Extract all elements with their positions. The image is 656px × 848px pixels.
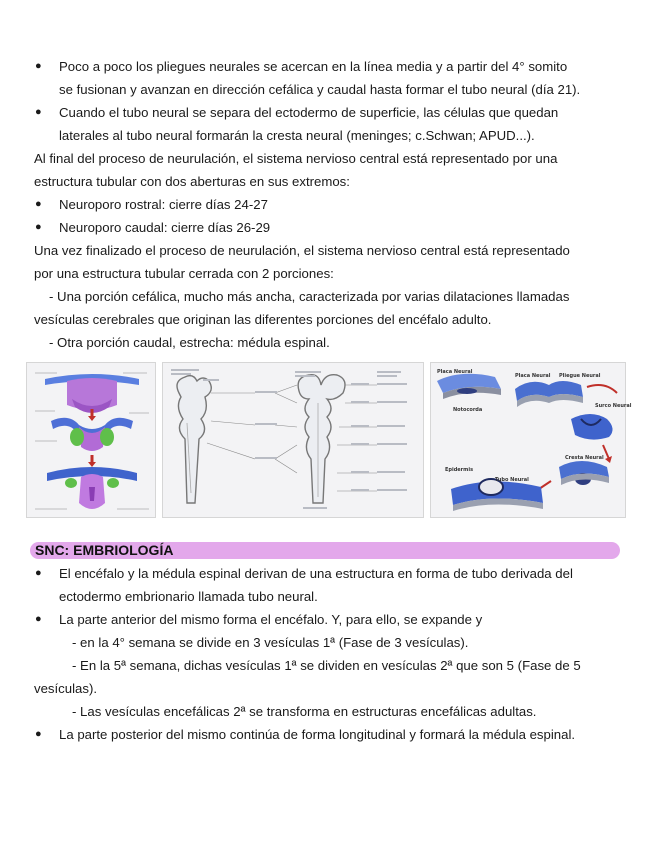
neural-folding-figure xyxy=(430,362,632,518)
section-heading: SNC: EMBRIOLOGÍA xyxy=(35,542,174,558)
label-placa-neural-1: Placa Neural xyxy=(437,369,473,375)
bullet-icon: ● xyxy=(35,567,42,579)
section-heading-bar xyxy=(30,542,620,559)
text-line: vesículas cerebrales que originan las diferentes porciones del encéfalo adulto. xyxy=(34,312,492,327)
list-item xyxy=(34,608,624,631)
text-line: - En la 5ª semana, dichas vesículas 1ª se dividen en vesículas 2ª que son 5 (Fase de 5 xyxy=(72,658,581,673)
label-cresta-neural: Cresta Neural xyxy=(565,455,604,461)
text-line: - Las vesículas encefálicas 2ª se transforma en estructuras encefálicas adultas. xyxy=(72,704,537,719)
text-line: ectodermo embrionario llamada tubo neural. xyxy=(59,589,318,604)
paragraph xyxy=(34,239,624,285)
list-item xyxy=(34,723,624,746)
list-item xyxy=(34,101,624,147)
label-notocorda: Notocorda xyxy=(453,407,483,413)
list-item xyxy=(34,562,624,608)
figures-row xyxy=(26,362,632,520)
section-text xyxy=(34,562,624,746)
neural-tube-formation-figure xyxy=(26,362,156,518)
paragraph xyxy=(34,147,624,193)
text-line: - Otra porción caudal, estrecha: médula espinal. xyxy=(49,335,330,350)
bullet-icon: ● xyxy=(35,198,42,210)
list-item xyxy=(34,55,624,101)
list-item xyxy=(34,216,624,239)
text-line: vesículas). xyxy=(34,681,98,696)
text-line: estructura tubular con dos aberturas en sus extremos: xyxy=(34,174,350,189)
text-line: Al final del proceso de neurulación, el sistema nervioso central está representado por una xyxy=(34,151,558,166)
text-line: Neuroporo caudal: cierre días 26-29 xyxy=(59,220,271,235)
text-line: Neuroporo rostral: cierre días 24-27 xyxy=(59,197,268,212)
label-pliegue-neural: Pliegue Neural xyxy=(559,373,601,379)
list-item xyxy=(34,193,624,216)
intro-text xyxy=(34,55,624,354)
label-epidermis: Epidermis xyxy=(445,467,474,473)
text-line: se fusionan y avanzan en dirección cefálica y caudal hasta formar el tubo neural (día 21). xyxy=(59,82,581,97)
label-tubo-neural: Tubo Neural xyxy=(495,477,529,483)
bullet-icon: ● xyxy=(35,60,42,72)
bullet-icon: ● xyxy=(35,106,42,118)
bullet-icon: ● xyxy=(35,221,42,233)
bullet-icon: ● xyxy=(35,728,42,740)
text-line: La parte posterior del mismo continúa de forma longitudinal y formará la médula espinal. xyxy=(59,727,576,742)
text-line: - en la 4° semana se divide en 3 vesículas 1ª (Fase de 3 vesículas). xyxy=(72,635,469,650)
bullet-icon: ● xyxy=(35,613,42,625)
text-line: Poco a poco los pliegues neurales se acercan en la línea media y a partir del 4° somito xyxy=(59,59,568,74)
text-line: por una estructura tubular cerrada con 2 porciones: xyxy=(34,266,334,281)
text-line: Cuando el tubo neural se separa del ectodermo de superficie, las células que quedan xyxy=(59,105,559,120)
text-line: laterales al tubo neural formarán la cresta neural (meninges; c.Schwan; APUD...). xyxy=(59,128,535,143)
brain-vesicles-figure xyxy=(162,362,424,518)
label-surco-neural: Surco Neural xyxy=(595,403,632,409)
text-line: La parte anterior del mismo forma el encéfalo. Y, para ello, se expande y xyxy=(59,612,483,627)
label-placa-neural-2: Placa Neural xyxy=(515,373,551,379)
text-line: - Una porción cefálica, mucho más ancha, caracterizada por varias dilataciones llamadas xyxy=(49,289,570,304)
text-line: Una vez finalizado el proceso de neurulación, el sistema nervioso central está representado xyxy=(34,243,570,258)
text-line: El encéfalo y la médula espinal derivan de una estructura en forma de tubo derivada del xyxy=(59,566,573,581)
